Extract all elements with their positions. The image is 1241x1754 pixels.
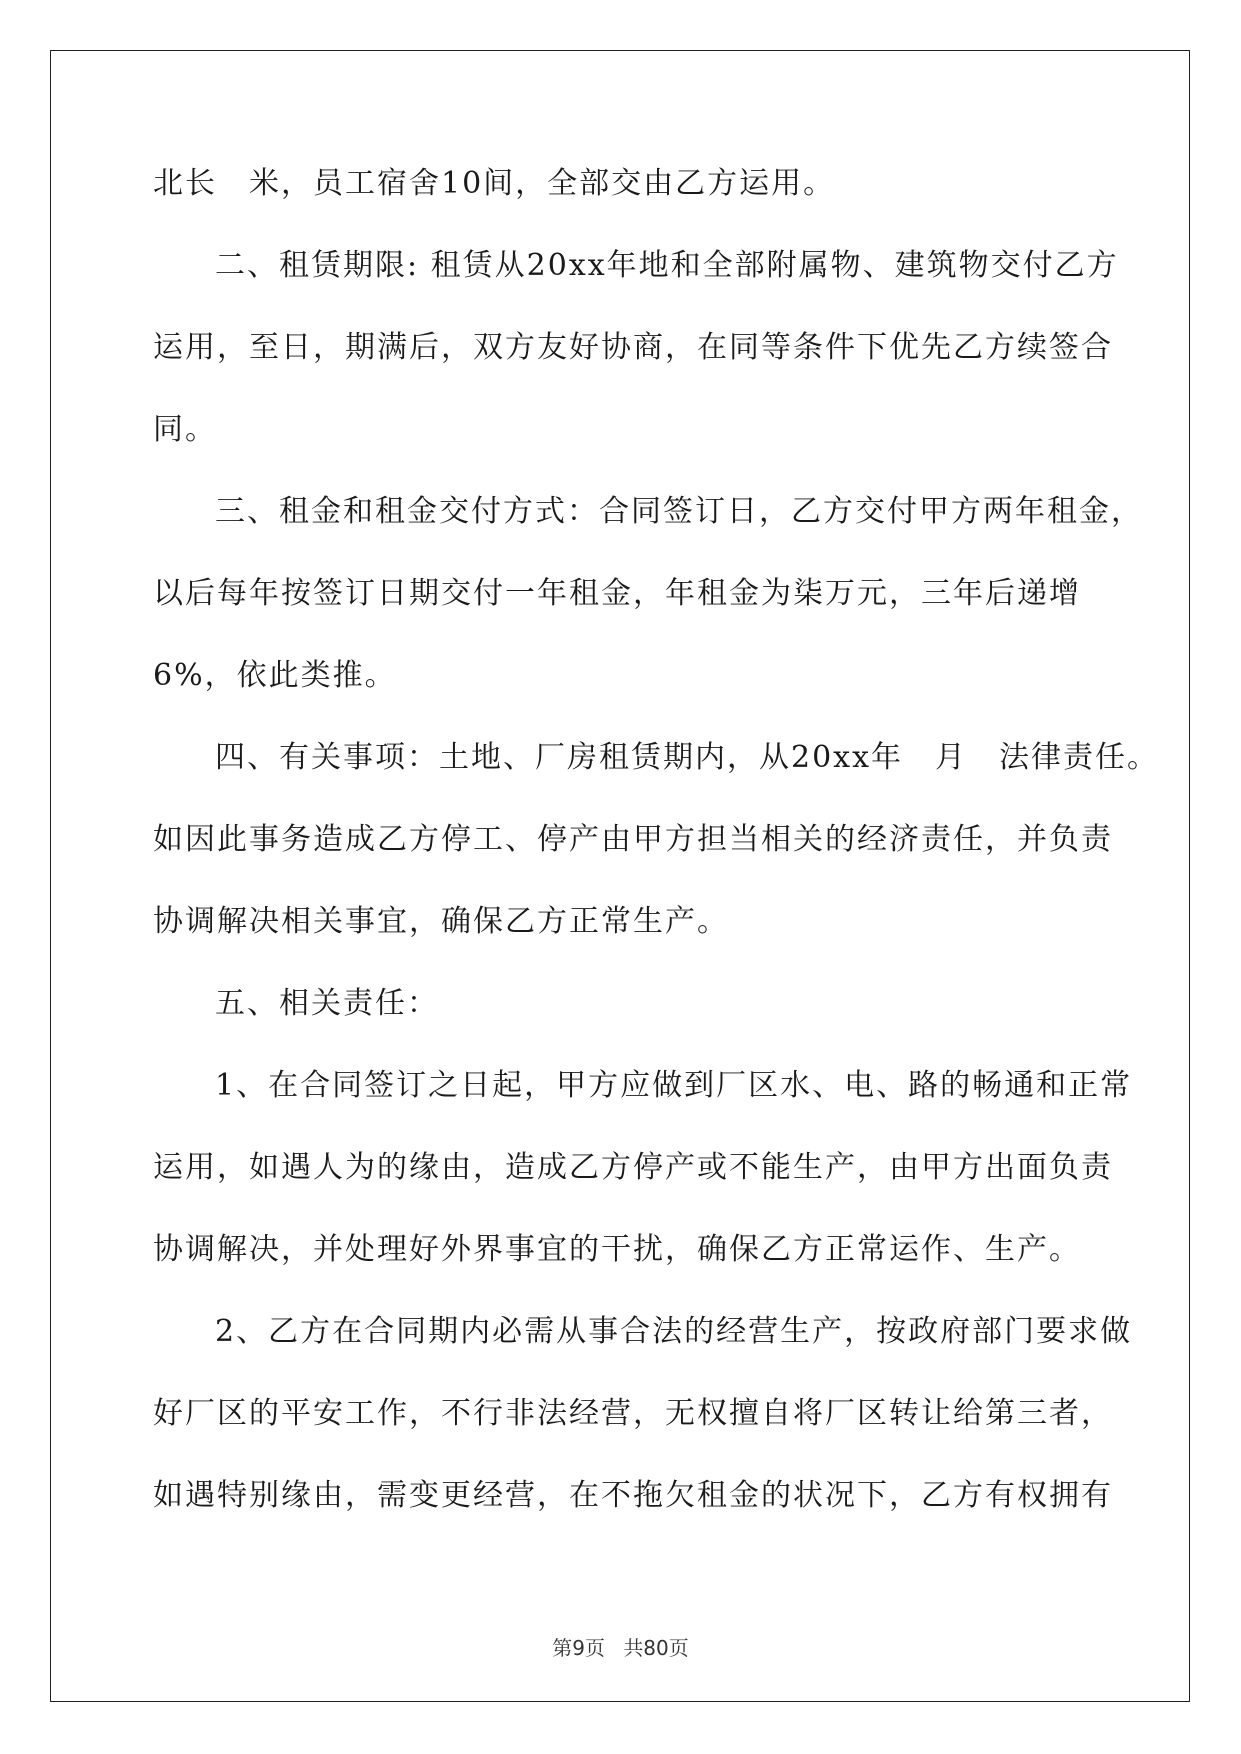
text-line: 同。 [153, 412, 217, 447]
text-line: 协调解决，并处理好外界事宜的干扰，确保乙方正常运作、生产。 [153, 1232, 1081, 1267]
text-line: 1、在合同签订之日起，甲方应做到厂区水、电、路的畅通和正常 [215, 1068, 1133, 1103]
text-line: 北长 米，员工宿舍10间，全部交由乙方运用。 [153, 166, 836, 201]
document-body [153, 166, 1160, 1560]
text-line: 以后每年按签订日期交付一年租金，年租金为柒万元，三年后递增 [153, 576, 1081, 611]
text-line: 如因此事务造成乙方停工、停产由甲方担当相关的经济责任，并负责 [153, 822, 1113, 857]
page-footer [0, 1632, 1241, 1661]
text-line: 6%，依此类推。 [153, 658, 397, 693]
text-line: 五、相关责任： [215, 986, 439, 1021]
text-line: 如遇特别缘由，需变更经营，在不拖欠租金的状况下，乙方有权拥有 [153, 1478, 1113, 1513]
text-line: 运用，如遇人为的缘由，造成乙方停产或不能生产，由甲方出面负责 [153, 1150, 1113, 1185]
text-line: 三、租金和租金交付方式：合同签订日，乙方交付甲方两年租金， [215, 494, 1143, 529]
text-line: 四、有关事项：土地、厂房租赁期内，从20xx年 月 法律责任。 [215, 740, 1160, 775]
text-line: 好厂区的平安工作，不行非法经营，无权擅自将厂区转让给第三者， [153, 1396, 1113, 1431]
text-line: 协调解决相关事宜，确保乙方正常生产。 [153, 904, 729, 939]
page-total: 共80页 [623, 1636, 689, 1660]
text-line: 二、租赁期限: 租赁从20xx年地和全部附属物、建筑物交付乙方 [215, 248, 1119, 283]
text-line: 运用，至日，期满后，双方友好协商，在同等条件下优先乙方续签合 [153, 330, 1113, 365]
text-line: 2、乙方在合同期内必需从事合法的经营生产，按政府部门要求做 [215, 1314, 1133, 1349]
page-number: 第9页 [552, 1636, 605, 1660]
